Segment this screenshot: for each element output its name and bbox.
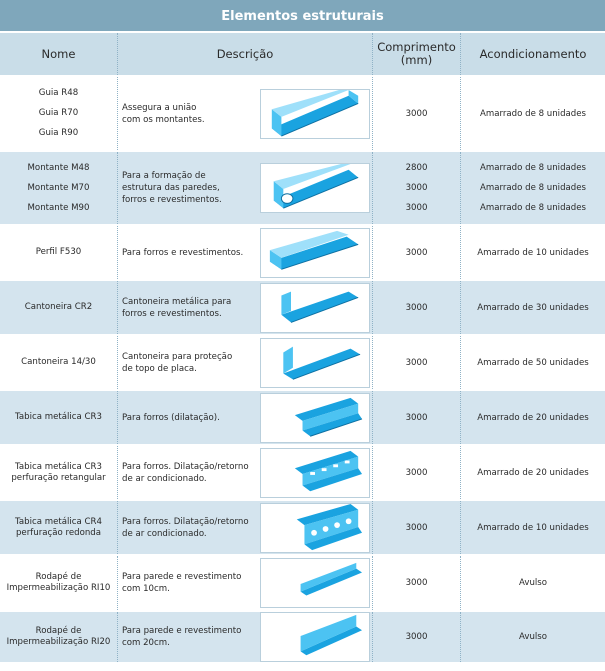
length-cell: 3000: [373, 336, 461, 389]
packaging-cell: Amarrado de 10 unidades: [477, 247, 589, 258]
table-row: [0, 391, 605, 446]
product-name: Montante M48: [27, 162, 90, 173]
name-cell: [0, 556, 118, 610]
header-description: Descrição: [118, 33, 373, 75]
description-text: Para parede e revestimento com 20cm.: [122, 626, 242, 648]
length-cell: 3000: [373, 612, 461, 662]
name-cell: [0, 446, 118, 499]
table-row: [0, 446, 605, 501]
table-row: [0, 152, 605, 226]
table-header: [0, 33, 605, 77]
product-name: Montante M70: [27, 182, 90, 193]
packaging-cell: Amarrado de 8 unidades: [479, 108, 587, 119]
description-cell: [118, 446, 373, 499]
tabica-cr4-round-image: [260, 503, 370, 553]
product-name: perfuração retangular: [11, 472, 106, 483]
packaging-cell: Avulso: [518, 632, 548, 642]
guia-profile-image: [260, 89, 370, 139]
tabica-cr3-rect-image: [260, 448, 370, 498]
table-row: [0, 281, 605, 336]
table-row: [0, 336, 605, 391]
description-text: Para forros (dilatação).: [122, 412, 220, 423]
description-cell: [118, 556, 373, 610]
table-row: [0, 77, 605, 152]
header-length: Comprimento (mm): [373, 33, 461, 75]
description-cell: [118, 152, 373, 224]
description-text: Assegura a união com os montantes.: [122, 102, 205, 125]
rodape-ri10-image: [260, 558, 370, 608]
product-name: Tabica metálica CR3: [15, 412, 102, 422]
product-name: Guia R48: [38, 87, 79, 98]
packaging-cell: Amarrado de 30 unidades: [477, 302, 589, 313]
description-text: Para forros. Dilatação/retorno de ar condicionado.: [122, 461, 249, 484]
product-name: Tabica metálica CR3: [15, 461, 102, 472]
product-name: Guia R70: [38, 107, 79, 118]
description-text: Para forros. Dilatação/retorno de ar condicionado.: [122, 516, 249, 539]
name-cell: [0, 226, 118, 279]
length-cell: 3000: [373, 281, 461, 334]
product-name: Rodapé de: [35, 626, 82, 636]
length-cell: 3000: [373, 391, 461, 444]
product-name: Cantoneira CR2: [24, 302, 93, 312]
description-text: Para forros e revestimentos.: [122, 247, 244, 258]
packaging-cell: Amarrado de 50 unidades: [477, 357, 589, 368]
name-cell: [0, 391, 118, 444]
header-packaging: Acondicionamento: [479, 46, 587, 61]
name-cell: [0, 501, 118, 554]
length-cell: 3000: [373, 556, 461, 610]
product-name: Montante M90: [27, 202, 90, 213]
packaging-cell: Amarrado de 20 unidades: [477, 467, 589, 478]
description-text: Cantoneira metálica para forros e revestimentos.: [122, 296, 232, 319]
montante-profile-image: [260, 163, 370, 213]
description-text: Para parede e revestimento com 10cm.: [122, 572, 242, 594]
product-name: Rodapé de: [35, 572, 82, 582]
header-name: Nome: [0, 33, 118, 75]
length-cell: 2800 3000 3000: [373, 152, 461, 224]
product-name: Impermeabilização RI10: [6, 583, 111, 593]
description-text: Cantoneira para proteção de topo de placa.: [122, 351, 233, 374]
description-cell: [118, 501, 373, 554]
description-cell: [118, 77, 373, 150]
description-cell: [118, 281, 373, 334]
name-cell: [0, 77, 118, 150]
description-cell: [118, 612, 373, 662]
product-name: Impermeabilização RI20: [6, 637, 111, 647]
description-text: Para a formação de estrutura das paredes, forros e revestimentos.: [122, 171, 222, 205]
name-cell: [0, 152, 118, 224]
table-row: [0, 556, 605, 612]
f530-profile-image: [260, 228, 370, 278]
packaging-cell: Amarrado de 20 unidades: [477, 412, 589, 423]
length-cell: 3000: [373, 446, 461, 499]
length-cell: 3000: [373, 501, 461, 554]
product-name: perfuração redonda: [15, 527, 102, 538]
product-name: Guia R90: [38, 128, 79, 139]
product-name: Tabica metálica CR4: [15, 516, 102, 527]
table-row: [0, 501, 605, 556]
length-cell: 3000: [373, 226, 461, 279]
cantoneira-1430-image: [260, 338, 370, 388]
product-name: Perfil F530: [35, 247, 82, 257]
description-cell: [118, 226, 373, 279]
table-title: Elementos estruturais: [0, 0, 605, 33]
length-cell: 3000: [373, 77, 461, 150]
product-name: Cantoneira 14/30: [21, 357, 96, 367]
packaging-cell: Amarrado de 10 unidades: [477, 522, 589, 533]
name-cell: [0, 281, 118, 334]
packaging-cell: Avulso: [518, 578, 548, 588]
description-cell: [118, 336, 373, 389]
table-row: [0, 226, 605, 281]
table-row: [0, 612, 605, 664]
packaging-cell: Amarrado de 8 unidades Amarrado de 8 unidades Amarrado de 8 unidades: [479, 163, 587, 213]
tabica-cr3-image: [260, 393, 370, 443]
cr2-profile-image: [260, 283, 370, 333]
name-cell: [0, 336, 118, 389]
description-cell: [118, 391, 373, 444]
rodape-ri20-image: [260, 612, 370, 662]
name-cell: [0, 612, 118, 662]
